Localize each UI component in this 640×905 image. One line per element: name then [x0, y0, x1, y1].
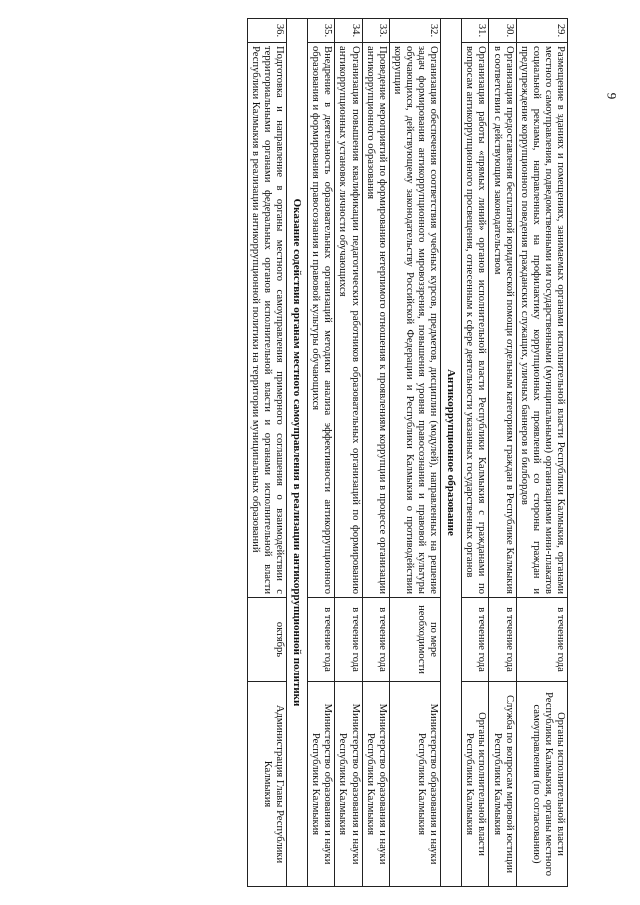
row-term: в течение года [335, 598, 362, 682]
row-executor: Органы исполнительной власти Республики Калмыкия [462, 682, 489, 887]
row-executor: Министерство образования и науки Республики Калмыкия [389, 682, 440, 887]
section-title: Антикоррупционное образование [441, 19, 462, 887]
table-row [362, 19, 389, 887]
row-number: 36. [247, 19, 286, 43]
row-number: 34. [335, 19, 362, 43]
row-number: 35. [308, 19, 335, 43]
table-row [308, 19, 335, 887]
row-term: октябрь [247, 598, 286, 682]
table-row [389, 19, 440, 887]
table-row [489, 19, 516, 887]
plan-table [247, 18, 568, 887]
row-action: Внедрение в деятельность образовательных организаций методики анализа эффективности антикоррупционного образования и формирования правосознания и правовой культуры обучающихся [308, 43, 335, 598]
row-action: Организация предоставления бесплатной юридической помощи отдельным категориям граждан в Республике Калмыкия в соответствии с действующим законодательством [489, 43, 516, 598]
page-number: 9 [604, 92, 620, 100]
row-action: Подготовка и направление в органы местного самоуправления примерного соглашения о взаимодействии с территориальными органами федеральных органов исполнительной власти и органами исполнительной власти Республики Калмыкия в реализации антикоррупционной политики на территории муниципальных образований [247, 43, 286, 598]
row-term: в течение года [362, 598, 389, 682]
row-term: в течение года [462, 598, 489, 682]
row-action: Организация работы «прямых линий» органов исполнительной власти Республики Калмыкия с гражданами по вопросам антикоррупционного просвещения, отнесенным к сфере деятельности указанных государственных органов [462, 43, 489, 598]
section-header-row [441, 19, 462, 887]
row-executor: Органы исполнительной власти Республики Калмыкия, органы местного самоуправления (по согласованию) [516, 682, 567, 887]
row-term: в течение года [308, 598, 335, 682]
section-header-row [287, 19, 308, 887]
row-executor: Министерство образования и науки Республики Калмыкия [308, 682, 335, 887]
row-action: Размещение в зданиях и помещениях, занимаемых органами исполнительной власти Республики Калмыкия, органами местного самоуправления, подведомственными им государственными (муниципальными) организациями мини-плакатов социальной рекламы, направленных на профилактику коррупционных проявлений со стороны граждан и предупреждение коррупционного поведения гражданских служащих, уличных баннеров и билбордов [516, 43, 567, 598]
row-executor: Администрация Главы Республики Калмыкия [247, 682, 286, 887]
table-row [335, 19, 362, 887]
row-executor: Служба по вопросам мировой юстиции Республики Калмыкия [489, 682, 516, 887]
table-row [516, 19, 567, 887]
table-row [247, 19, 286, 887]
row-term: в течение года [516, 598, 567, 682]
row-action: Проведение мероприятий по формированию нетерпимого отношения к проявлениям коррупции в процессе организации антикоррупционного образования [362, 43, 389, 598]
table-row [462, 19, 489, 887]
row-number: 33. [362, 19, 389, 43]
plan-table-rotated [247, 18, 568, 886]
row-number: 30. [489, 19, 516, 43]
row-term: в течение года [489, 598, 516, 682]
row-executor: Министерство образования и науки Республики Калмыкия [335, 682, 362, 887]
row-number: 29. [516, 19, 567, 43]
row-action: Организация повышения квалификации педагогических работников образовательных организаций по формированию антикоррупционных установок личности обучающихся [335, 43, 362, 598]
row-number: 32. [389, 19, 440, 43]
section-title: Оказание содействия органам местного самоуправления в реализации антикоррупционной политики [287, 19, 308, 887]
row-executor: Министерство образования и науки Республики Калмыкия [362, 682, 389, 887]
row-action: Организация обеспечения соответствия учебных курсов, предметов, дисциплин (модулей), направленных на решение задач формирования антикоррупционного мировоззрения, повышения уровня правосознания и правовой культуры обучающихся, действующему законодательству Российской Федерации и Республики Калмыкия о противодействии коррупции [389, 43, 440, 598]
row-number: 31. [462, 19, 489, 43]
row-term: по мере необходимости [389, 598, 440, 682]
